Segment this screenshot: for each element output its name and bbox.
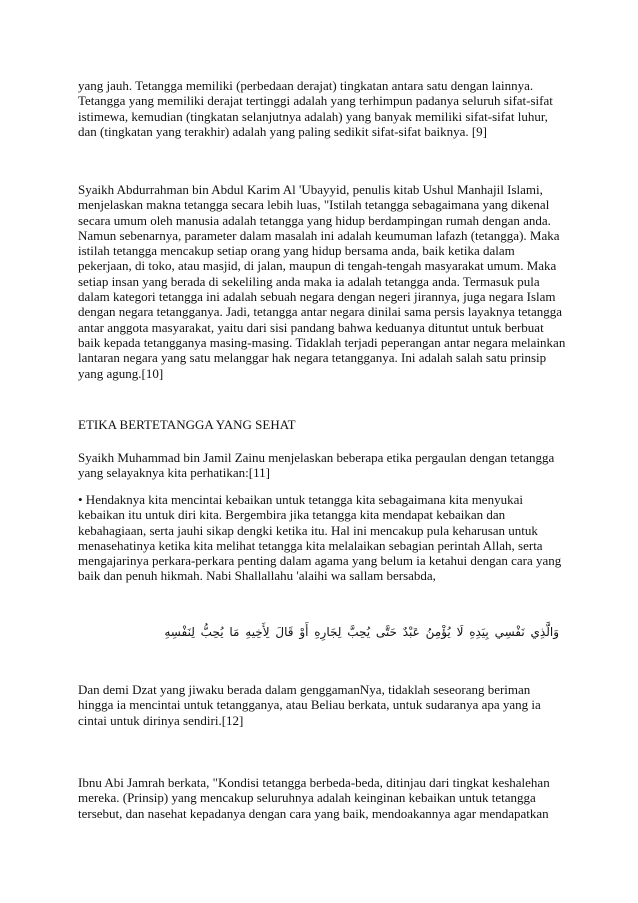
text-line: mengajarinya perkara-perkara penting dalam agama yang belum ia ketahui dengan cara yang: [78, 553, 562, 569]
paragraph-hadith-translation: [78, 682, 541, 728]
text-line: mereka. (Prinsip) yang mencakup seluruhnya adalah keinginan kebaikan untuk tetangga: [78, 790, 536, 806]
text-line: Syaikh Abdurrahman bin Abdul Karim Al 'Ubayyid, penulis kitab Ushul Manhajil Islami,: [78, 182, 543, 197]
text-line: yang agung.[10]: [78, 365, 164, 381]
text-line: cintai untuk dirinya sendiri.[12]: [78, 712, 244, 728]
text-line: Syaikh Muhammad bin Jamil Zainu menjelaskan beberapa etika pergaulan dengan tetangga: [78, 450, 555, 465]
text-line: tersebut, dan nasehat kepadanya dengan cara yang baik, mendoakannya agar mendapatkan: [78, 805, 549, 821]
text-line: secara umum oleh manusia adalah tetangga yang hidup berdampingan rumah dengan anda.: [78, 212, 551, 228]
text-line: yang jauh. Tetangga memiliki (perbedaan derajat) tingkatan antara satu dengan lainnya.: [78, 78, 534, 93]
bullet-paragraph: [78, 492, 561, 584]
text-line: Dan demi Dzat yang jiwaku berada dalam genggamanNya, tidaklah seseorang beriman: [78, 682, 531, 697]
paragraph-ibnu-abi-jamrah: [78, 775, 550, 821]
paragraph-neighbor-levels: [78, 78, 553, 139]
text-line: dengan negara tetangganya. Jadi, tetangga antar negara dinilai sama persis layaknya tetangga: [78, 304, 563, 320]
text-line: menasehatinya ketika kita melihat tetangga kita melalaikan sebagian perintah Allah, serta: [78, 537, 543, 553]
text-line: baik kepada tetangganya masing-masing. Tidaklah terjadi peperangan antar negara melainkan: [78, 334, 566, 350]
paragraph-neighbor-definition: [78, 182, 565, 381]
text-line: baik dan penuh hikmah. Nabi Shallallahu 'alaihi wa sallam bersabda,: [78, 568, 436, 584]
text-line: Tetangga yang memiliki derajat tertinggi adalah yang terhimpun padanya seluruh sifat-sifat: [78, 93, 553, 109]
text-line: istimewa, kemudian (tingkatan selanjutnya adalah) yang banyak memiliki sifat-sifat luhur,: [78, 108, 548, 124]
arabic-hadith-text: وَالَّذِي نَفْسِي بِيَدِهِ لَا يُؤْمِنُ عَبْدٌ حَتَّى يُحِبَّ لِجَارِهِ أَوْ قَالَ لِأَخِيهِ مَا يُحِبُّ لِنَفْسِهِ: [164, 625, 559, 639]
text-line: antar anggota masyarakat, yaitu dari sisi pandang bahwa keduanya dituntut untuk berbuat: [78, 319, 544, 335]
text-line: kebahagiaan, serta jauhi sikap dengki ketika itu. Hal ini mencakup pula keharusan untuk: [78, 522, 538, 538]
text-line: istilah tetangga mencakup setiap orang yang hidup bersama anda, baik ketika dalam: [78, 243, 515, 259]
text-line: pekerjaan, di toko, atau masjid, di jalan, maupun di tengah-tengah masyarakat umum. Maka: [78, 258, 557, 274]
paragraph-etiquette-intro: [78, 450, 554, 481]
text-line: dan (tingkatan yang terakhir) adalah yang paling sedikit sifat-sifat baiknya. [9]: [78, 123, 487, 139]
text-line: Namun sebenarnya, parameter dalam masalah ini adalah keumuman lafazh (tetangga). Maka: [78, 227, 560, 243]
text-line: yang selayaknya kita perhatikan:[11]: [78, 465, 270, 481]
text-line: kebaikan itu untuk diri kita. Bergembira jika tetangga kita mendapat kebaikan dan: [78, 507, 506, 523]
section-heading: ETIKA BERTETANGGA YANG SEHAT: [78, 417, 296, 432]
text-line: dalam kategori tetangga ini adalah sebuah negara dengan negeri jirannya, juga negara Islam: [78, 289, 556, 305]
text-line: • Hendaknya kita mencintai kebaikan untuk tetangga kita sebagaimana kita menyukai: [78, 492, 523, 507]
text-line: lantaran negara yang satu melanggar hak negara tetangganya. Ini adalah salah satu prinsip: [78, 350, 547, 366]
text-line: Ibnu Abi Jamrah berkata, "Kondisi tetangga berbeda-beda, ditinjau dari tingkat keshalehan: [78, 775, 550, 790]
text-line: setiap insan yang berada di sekeliling anda maka ia adalah tetangga anda. Termasuk pula: [78, 273, 540, 289]
text-line: hingga ia mencintai untuk tetangganya, atau Beliau berkata, untuk sudaranya apa yang ia: [78, 697, 541, 713]
text-line: menjelaskan makna tetangga secara lebih luas, "Istilah tetangga sebagaimana yang dikenal: [78, 197, 550, 213]
